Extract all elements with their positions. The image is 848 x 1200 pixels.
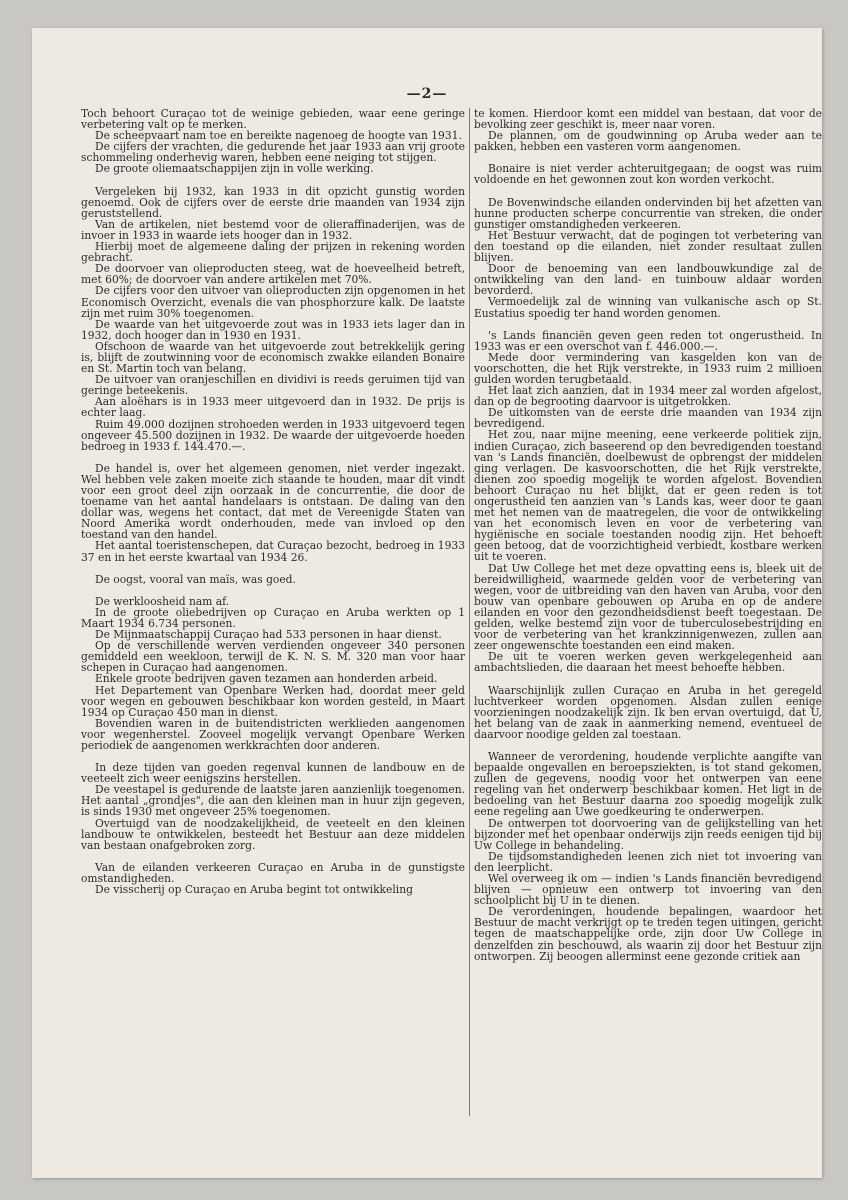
paragraph: Bonaire is niet verder achteruitgegaan; de oogst was ruim voldoende en het gewonnen zout kon worden verkocht. — [474, 162, 822, 187]
paragraph: De cijfers der vrachten, die gedurende het jaar 1933 aan vrij groote schommeling onderhevig waren, hebben eene neiging tot stijgen. — [81, 140, 465, 165]
paragraph: Het aantal toeristenschepen, dat Curaçao bezocht, bedroeg in 1933 37 en in het eerste kwartaal van 1934 26. — [81, 539, 465, 564]
paragraph: De handel is, over het algemeen genomen, niet verder ingezakt. Wel hebben vele zaken moeite zich staande te houden, maar dit vindt voor een groot deel zijn oorzaak in de concurrentie, die door de toename van het aantal handelaars is ontstaan. De daling van den dollar was, wegens het contact, dat met de Vereenigde Staten van Noord Amerika wordt onderhouden, mede van invloed op den toestand van den handel. — [81, 461, 465, 542]
paragraph: Enkele groote bedrijven gaven tezamen aan honderden arbeid. — [95, 672, 438, 686]
paragraph: Ofschoon de waarde van het uitgevoerde zout betrekkelijk gering is, blijft de zoutwinning voor de economisch zwakke eilanden Bonaire en St. Martin toch van belang. — [81, 339, 465, 376]
paragraph: Mede door vermindering van kasgelden kon van de voorschotten, die het Rijk verstrekte, in 1933 ruim 2 millioen gulden worden terugbetaald. — [474, 350, 822, 386]
paragraph: De visscherij op Curaçao en Aruba begint tot ontwikkeling — [95, 883, 413, 896]
right-column — [474, 108, 822, 962]
paragraph: Hierbij moet de algemeene daling der prijzen in rekening worden gebracht. — [81, 240, 465, 265]
document-page — [32, 28, 822, 1178]
paragraph: De cijfers voor den uitvoer van olieproducten zijn opgenomen in het Economisch Overzicht, evenals die van phosphorzure kalk. De laatste zijn met ruim 30% toegenomen. — [81, 284, 465, 320]
paragraph: te komen. Hierdoor komt een middel van bestaan, dat voor de bevolking zeer geschikt is, meer naar voren. — [474, 107, 822, 132]
paragraph: Wel overweeg ik om — indien 's Lands financiën bevredigend blijven — opnieuw een ontwerp tot invoering van den schoolplicht bij U in te dienen. — [474, 872, 822, 908]
paragraph: De groote oliemaatschappijen zijn in volle werking. — [95, 162, 374, 176]
paragraph: Van de eilanden verkeeren Curaçao en Aruba in de gunstigste omstandigheden. — [81, 860, 465, 885]
paragraph: De ontwerpen tot doorvoering van de gelijkstelling van het bijzonder met het openbaar onderwijs zijn reeds eenigen tijd bij Uw College in behandeling. — [474, 816, 822, 852]
paragraph: De plannen, om de goudwinning op Aruba weder aan te pakken, hebben een vasteren vorm aangenomen. — [474, 129, 822, 154]
paragraph: Op de verschillende werven verdienden ongeveer 340 personen gemiddeld een weekloon, terwijl de K. N. S. M. 320 man voor haar schepen in Curaçao had aangenomen. — [81, 639, 465, 675]
paragraph: De uitvoer van oranjeschillen en dividivi is reeds geruimen tijd van geringe beteekenis. — [81, 373, 465, 398]
paragraph: De oogst, vooral van maïs, was goed. — [95, 572, 296, 586]
paragraph: De Mijnmaatschappij Curaçao had 533 personen in haar dienst. — [95, 628, 442, 642]
column-divider — [469, 108, 470, 1116]
paragraph: De uit te voeren werken geven werkgelegenheid aan ambachtslieden, die daaraan het meest behoefte hebben. — [474, 650, 822, 675]
paragraph: Bovendien waren in de buitendistricten werklieden aangenomen voor wegenherstel. Zooveel mogelijk vervangt Openbare Werken periodiek de aangenomen werkkrachten door anderen. — [81, 716, 465, 752]
paragraph: De Bovenwindsche eilanden ondervinden bij het afzetten van hunne producten scherpe concurrentie van streken, die onder gunstiger omstandigheden verkeeren. — [474, 195, 822, 231]
paragraph: Wanneer de verordening, houdende verplichte aangifte van bepaalde ongevallen en beroepsziekten, is tot stand gekomen, zullen de gegevens, noodig voor het ontwerpen van eene regeling van het onderwerp beschikbaar komen. Het ligt in de bedoeling van het Bestuur daarna zoo spoedig mogelijk zulk eene regeling aan Uwe goedkeuring te onderwerpen. — [474, 749, 822, 819]
paragraph: 's Lands financiën geven geen reden tot ongerustheid. In 1933 was er een overschot van f. 446.000.—. — [474, 328, 822, 353]
paragraph: In de groote oliebedrijven op Curaçao en Aruba werkten op 1 Maart 1934 6.734 personen. — [81, 605, 465, 630]
paragraph: Door de benoeming van een landbouwkundige zal de ontwikkeling van den land- en tuinbouw aldaar worden bevorderd. — [474, 262, 822, 298]
paragraph: De uitkomsten van de eerste drie maanden van 1934 zijn bevredigend. — [474, 406, 822, 431]
paragraph: Het zou, naar mijne meening, eene verkeerde politiek zijn, indien Curaçao, zich baseerend op den bevredigenden toestand van 's Lands financiën, doelbewust de opbrengst der middelen ging verlagen. De kasvoorschotten, die het Rijk verstrekte, dienen zoo spoedig mogelijk te worden afgelost. Bovendien behoort Curaçao nu het blijkt, dat er geen reden is tot ongerustheid ten aanzien van 's Lands kas, weer door te gaan met het nemen van de maatregelen, die voor de ontwikkeling van het economisch leven en voor de verbetering van hygiënische en sociale toestanden noodig zijn. Het behoeft geen betoog, dat de voorzichtigheid verbiedt, kostbare werken uit te voeren. — [474, 428, 822, 564]
paragraph: Vermoedelijk zal de winning van vulkanische asch op St. Eustatius spoedig ter hand worden genomen. — [474, 295, 822, 320]
paragraph: Waarschijnlijk zullen Curaçao en Aruba in het geregeld luchtverkeer worden opgenomen. Alsdan zullen eenige voorzieningen noodzakelijk zijn. Ik ben ervan overtuigd, dat U, het belang van de zaak in aanmerking nemend, eventueel de daarvoor noodige gelden zal toestaan. — [474, 683, 822, 741]
paragraph: De werkloosheid nam af. — [95, 594, 230, 608]
paragraph: Toch behoort Curaçao tot de weinige gebieden, waar eene geringe verbetering valt op te merken. — [81, 107, 465, 132]
paragraph: Dat Uw College het met deze opvatting eens is, bleek uit de bereidwilligheid, waarmede gelden voor de verbetering van wegen, voor de uitbreiding van den haven van Aruba, voor den bouw van openbare gebouwen op Aruba en op de andere eilanden en voor den gezondheidsdienst beeft toegestaan. De gelden, welke bestemd zijn voor de tuberculosebestrijding en voor de verbetering van het krankzinnigenwezen, zullen aan zeer ongewenschte toestanden een eind maken. — [474, 561, 822, 653]
paragraph: De scheepvaart nam toe en bereikte nagenoeg de hoogte van 1931. — [95, 129, 462, 143]
paragraph: De veestapel is gedurende de laatste jaren aanzienlijk toegenomen. Het aantal „grondjes", die aan den kleinen man in huur zijn gegeven, is sinds 1930 met ongeveer 25% toegenomen. — [81, 783, 465, 819]
paragraph: Aan aloëhars is in 1933 meer uitgevoerd dan in 1932. De prijs is echter laag. — [81, 395, 465, 420]
paragraph: In deze tijden van goeden regenval kunnen de landbouw en de veeteelt zich weer eenigszins herstellen. — [81, 761, 465, 786]
paragraph: Het laat zich aanzien, dat in 1934 meer zal worden afgelost, dan op de begrooting daarvoor is uitgetrokken. — [474, 384, 822, 409]
paragraph: Vergeleken bij 1932, kan 1933 in dit opzicht gunstig worden genoemd. Ook de cijfers over de eerste drie maanden van 1934 zijn geruststellend. — [81, 184, 465, 220]
paragraph: De verordeningen, houdende bepalingen, waardoor het Bestuur de macht verkrijgt op te treden tegen uitingen, gericht tegen de maatschappelijke orde, zijn door Uw College in denzelfden zin beschouwd, als waarin zij door het Bestuur zijn ontworpen. Zij beoogen allerminst eene gezonde critiek aan — [474, 905, 822, 963]
paragraph: Van de artikelen, niet bestemd voor de olieraffinaderijen, was de invoer in 1933 in waarde iets hooger dan in 1932. — [81, 217, 465, 242]
paragraph: Het Bestuur verwacht, dat de pogingen tot verbetering van den toestand op die eilanden, niet zonder resultaat zullen blijven. — [474, 228, 822, 265]
paragraph: Ruim 49.000 dozijnen strohoeden werden in 1933 uitgevoerd tegen ongeveer 45.500 dozijnen in 1932. De waarde der uitgevoerde hoeden bedroeg in 1933 f. 144.470.—. — [81, 417, 465, 453]
left-column — [81, 108, 465, 895]
paragraph: De tijdsomstandigheden leenen zich niet tot invoering van den leerplicht. — [474, 849, 822, 874]
page-number: —2— — [406, 86, 448, 102]
paragraph: De waarde van het uitgevoerde zout was in 1933 iets lager dan in 1932, doch hooger dan in 1930 en 1931. — [81, 317, 465, 342]
paragraph: Het Departement van Openbare Werken had, doordat meer geld voor wegen en gebouwen beschikbaar kon worden gesteld, in Maart 1934 op Curaçao 450 man in dienst. — [81, 683, 465, 719]
paragraph: Overtuigd van de noodzakelijkheid, de veeteelt en den kleinen landbouw te ontwikkelen, besteedt het Bestuur aan deze middelen van bestaan onafgebroken zorg. — [81, 816, 465, 852]
paragraph: De doorvoer van olieproducten steeg, wat de hoeveelheid betreft, met 60%; de doorvoer van andere artikelen met 70%. — [81, 262, 465, 287]
